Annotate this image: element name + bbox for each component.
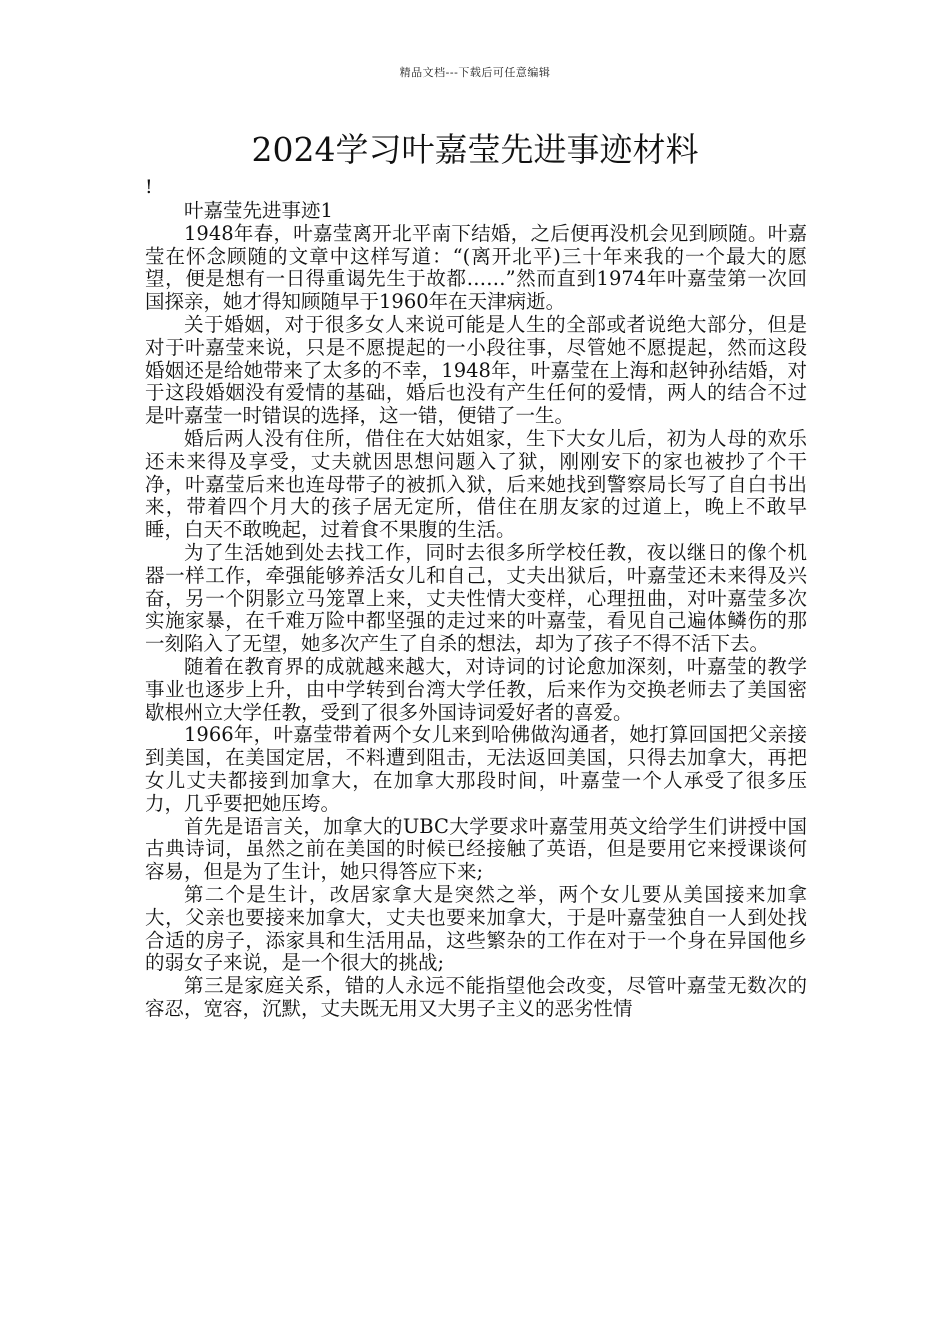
paragraph-2: 关于婚姻，对于很多女人来说可能是人生的全部或者说绝大部分，但是对于叶嘉莹来说，只是不愿提起的一小段往事，尽管她不愿提起，然而这段婚姻还是给她带来了太多的不幸，1948年，叶嘉莹在上海和赵钟孙结婚，对于这段婚姻没有爱情的基础，婚后也没有产生任何的爱情，两人的结合不过是叶嘉莹一时错误的选择，这一错，便错了一生。 <box>145 312 807 428</box>
section-heading: 叶嘉莹先进事迹1 <box>184 199 333 222</box>
paragraph-3: 婚后两人没有住所，借住在大姑姐家，生下大女儿后，初为人母的欢乐还未来得及享受，丈夫就因思想问题入了狱，刚刚安下的家也被抄了个干净，叶嘉莹后来也连母带子的被抓入狱，后来她找到警察局长写了自白书出来，带着四个月大的孩子居无定所，借住在朋友家的过道上，晚上不敢早睡，白天不敢晚起，过着食不果腹的生活。 <box>145 426 807 542</box>
page-header-caption: 精品文档---下载后可任意编辑 <box>399 66 551 79</box>
paragraph-9: 第三是家庭关系，错的人永远不能指望他会改变，尽管叶嘉莹无数次的容忍，宽容，沉默，丈夫既无用又大男子主义的恶劣性情 <box>145 974 807 1020</box>
paragraph-6: 1966年，叶嘉莹带着两个女儿来到哈佛做沟通者，她打算回国把父亲接到美国，在美国定居，不料遭到阻击，无法返回美国，只得去加拿大，再把女儿丈夫都接到加拿大，在加拿大那段时间，叶嘉莹一个人承受了很多压力，几乎要把她压垮。 <box>145 723 807 815</box>
paragraph-7: 首先是语言关，加拿大的UBC大学要求叶嘉莹用英文给学生们讲授中国古典诗词，虽然之前在美国的时候已经接触了英语，但是要用它来授课谈何容易，但是为了生计，她只得答应下来; <box>145 814 807 884</box>
paragraph-4: 为了生活她到处去找工作，同时去很多所学校任教，夜以继日的像个机器一样工作，牵强能够养活女儿和自己，丈夫出狱后，叶嘉莹还未来得及兴奋，另一个阴影立马笼罩上来，丈夫性情大变样，心理扭曲，对叶嘉莹多次实施家暴，在千难万险中都坚强的走过来的叶嘉莹，看见自己遍体鳞伤的那一刻陷入了无望，她多次产生了自杀的想法，却为了孩子不得不活下去。 <box>145 540 807 656</box>
paragraph-8: 第二个是生计，改居家拿大是突然之举，两个女儿要从美国接来加拿大，父亲也要接来加拿大，丈夫也要来加拿大，于是叶嘉莹独自一人到处找合适的房子，添家具和生活用品，这些繁杂的工作在对于一个身在异国他乡的弱女子来说，是一个很大的挑战; <box>145 882 807 975</box>
stray-exclamation-mark: ! <box>145 176 153 198</box>
paragraph-5: 随着在教育界的成就越来越大，对诗词的讨论愈加深刻，叶嘉莹的教学事业也逐步上升，由中学转到台湾大学任教，后来作为交换老师去了美国密歇根州立大学任教，受到了很多外国诗词爱好者的喜爱。 <box>145 654 807 724</box>
paragraph-1: 1948年春，叶嘉莹离开北平南下结婚，之后便再没机会见到顾随。叶嘉莹在怀念顾随的文章中这样写道：“(离开北平)三十年来我的一个最大的愿望，便是想有一日得重谒先生于故都……”然而直到1974年叶嘉莹第一次回国探亲，她才得知顾随早于1960年在天津病逝。 <box>145 221 807 314</box>
document-body <box>145 200 807 1021</box>
document-title: 2024学习叶嘉莹先进事迹材料 <box>251 130 699 169</box>
